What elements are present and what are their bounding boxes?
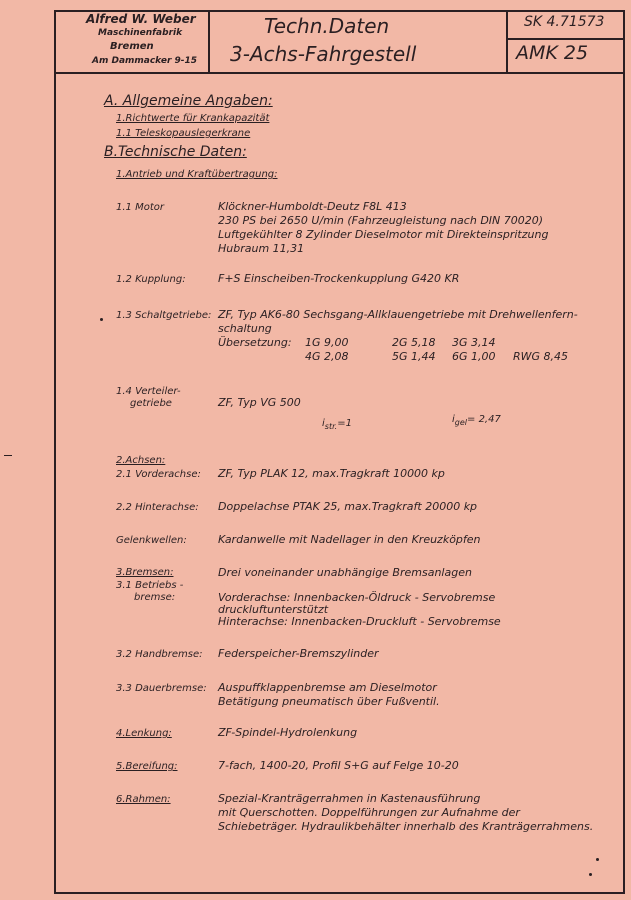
service-brake-line1: Vorderachse: Innenbacken-Öldruck - Servobremse — [218, 591, 496, 604]
ratio-terrain: $i_{gel}= 2,47$ — [452, 414, 501, 427]
frame-line1: Spezial-Kranträgerrahmen in Kastenausführung — [218, 792, 481, 805]
retarder-line2: Betätigung pneumatisch über Fußventil. — [218, 695, 440, 708]
brakes-summary: Drei voneinander unabhängige Bremsanlagen — [218, 566, 472, 579]
driveshaft-value: Kardanwelle mit Nadellager in den Kreuzköpfen — [218, 533, 481, 546]
section-a-item1: 1.Richtwerte für Krankapazität — [116, 113, 270, 124]
retarder-label: 3.3 Dauerbremse: — [116, 683, 207, 694]
ink-speck — [100, 318, 103, 321]
front-axle-value: ZF, Typ PLAK 12, max.Tragkraft 10000 kp — [218, 467, 445, 480]
frame-label: 6.Rahmen: — [116, 794, 171, 805]
model-name: AMK 25 — [516, 42, 589, 64]
gear-4: 4G 2,08 — [305, 350, 349, 363]
steering-label: 4.Lenkung: — [116, 728, 172, 739]
service-brake-label-line2: bremse: — [134, 592, 176, 603]
company-address: Am Dammacker 9-15 — [92, 56, 198, 66]
gear-3: 3G 3,14 — [452, 336, 496, 349]
company-city: Bremen — [110, 41, 154, 52]
hand-brake-value: Federspeicher-Bremszylinder — [218, 647, 379, 660]
company-subtitle: Maschinenfabrik — [98, 28, 183, 38]
company-name: Alfred W. Weber — [86, 12, 196, 26]
kupplung-label: 1.2 Kupplung: — [116, 274, 186, 285]
kupplung-value: F+S Einscheiben-Trockenkupplung G420 KR — [218, 272, 460, 285]
tyres-label: 5.Bereifung: — [116, 761, 178, 772]
frame-line2: mit Querschotten. Doppelführungen zur Aufnahme der — [218, 806, 520, 819]
verteiler-label-line2: getriebe — [130, 398, 172, 409]
gear-reverse: RWG 8,45 — [513, 350, 569, 363]
steering-value: ZF-Spindel-Hydrolenkung — [218, 726, 358, 739]
section-b-item1: 1.Antrieb und Kraftübertragung: — [116, 169, 278, 180]
doc-code: SK 4.71573 — [524, 14, 605, 30]
hand-brake-label: 3.2 Handbremse: — [116, 649, 203, 660]
company-block — [54, 10, 210, 72]
verteiler-label-line1: 1.4 Verteiler- — [116, 386, 181, 397]
schaltgetriebe-line2: schaltung — [218, 322, 272, 335]
motor-label: 1.1 Motor — [116, 202, 164, 213]
service-brake-line2: druckluftunterstützt — [218, 603, 329, 616]
code-block — [506, 10, 625, 72]
gear-2: 2G 5,18 — [392, 336, 436, 349]
driveshaft-label: Gelenkwellen: — [116, 535, 187, 546]
service-brake-line3: Hinterachse: Innenbacken-Druckluft - Servobremse — [218, 615, 501, 628]
motor-line4: Hubraum 11,31 — [218, 242, 305, 255]
doc-title-line1: Techn.Daten — [264, 14, 390, 38]
achsen-title: 2.Achsen: — [116, 455, 166, 466]
schaltgetriebe-line1: ZF, Typ AK6-80 Sechsgang-Allklauengetriebe mit Drehwellenfern- — [218, 308, 578, 321]
schaltgetriebe-label: 1.3 Schaltgetriebe: — [116, 310, 212, 321]
rear-axle-value: Doppelachse PTAK 25, max.Tragkraft 20000 kp — [218, 500, 478, 513]
brakes-title: 3.Bremsen: — [116, 567, 174, 578]
section-a-item2: 1.1 Teleskopauslegerkrane — [116, 128, 251, 139]
doc-title-line2: 3-Achs-Fahrgestell — [230, 42, 417, 66]
gear-5: 5G 1,44 — [392, 350, 436, 363]
tyres-value: 7-fach, 1400-20, Profil S+G auf Felge 10-20 — [218, 759, 459, 772]
ratio-straight: $i_{str.}=1$ — [322, 418, 352, 431]
title-block — [54, 10, 625, 74]
gear-6: 6G 1,00 — [452, 350, 496, 363]
section-a-title: A. Allgemeine Angaben: — [104, 93, 273, 109]
retarder-line1: Auspuffklappenbremse am Dieselmotor — [218, 681, 437, 694]
service-brake-label-line1: 3.1 Betriebs - — [116, 580, 184, 591]
ink-speck — [596, 858, 599, 861]
gear-1: 1G 9,00 — [305, 336, 349, 349]
motor-line3: Luftgekühlter 8 Zylinder Dieselmotor mit Direkteinspritzung — [218, 228, 549, 241]
front-axle-label: 2.1 Vorderachse: — [116, 469, 201, 480]
rear-axle-label: 2.2 Hinterachse: — [116, 502, 199, 513]
ratio-label: Übersetzung: — [218, 336, 292, 349]
section-b-title: B.Technische Daten: — [104, 144, 247, 160]
motor-line2: 230 PS bei 2650 U/min (Fahrzeugleistung nach DIN 70020) — [218, 214, 544, 227]
ink-speck — [589, 873, 592, 876]
verteiler-value: ZF, Typ VG 500 — [218, 396, 301, 409]
margin-tick — [4, 455, 12, 456]
motor-line1: Klöckner-Humboldt-Deutz F8L 413 — [218, 200, 407, 213]
frame-line3: Schiebeträger. Hydraulikbehälter innerhalb des Kranträgerrahmens. — [218, 820, 594, 833]
